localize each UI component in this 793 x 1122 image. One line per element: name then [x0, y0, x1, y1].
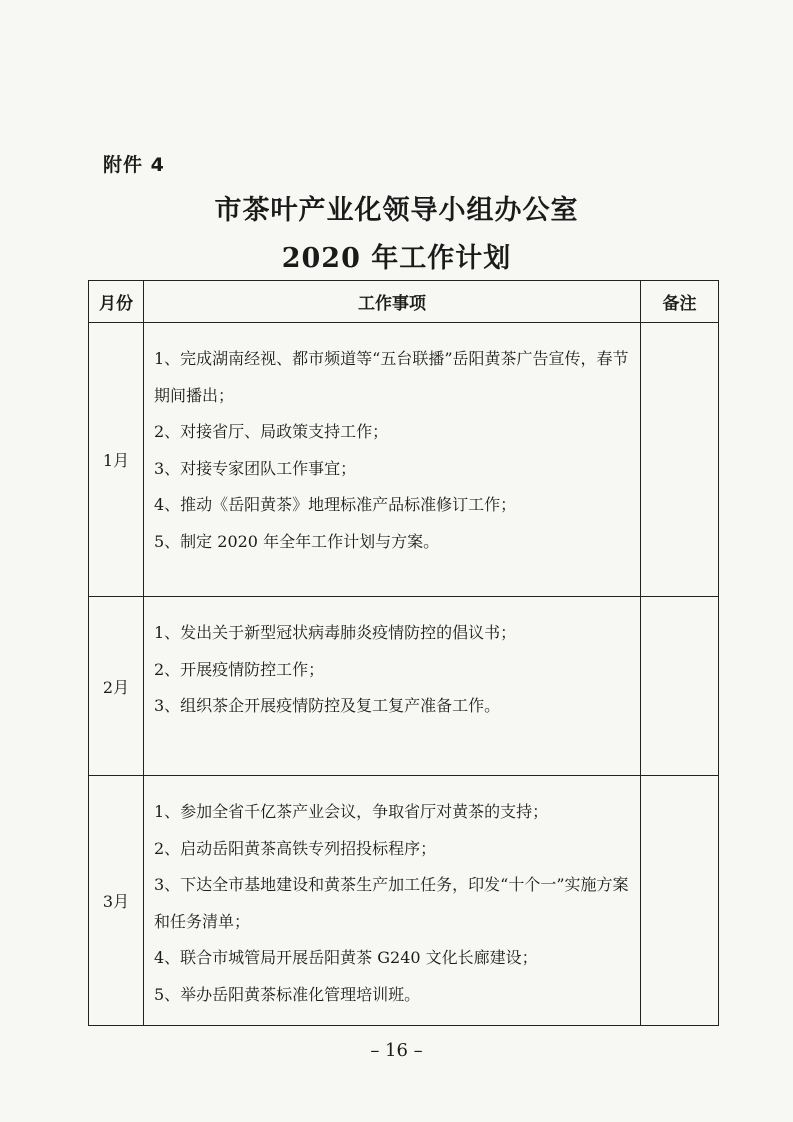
document-title: 市茶叶产业化领导小组办公室 — [214, 195, 579, 226]
table-row — [89, 597, 719, 776]
table-row — [89, 776, 719, 1026]
header-month: 月份 — [89, 281, 144, 323]
month-cell: 3月 — [89, 776, 144, 1026]
document-subtitle: 2020 年工作计划 — [281, 243, 512, 274]
work-item: 2、启动岳阳黄茶高铁专列招投标程序； — [154, 838, 437, 858]
work-item: 3、下达全市基地建设和黄茶生产加工任务，印发“十个一”实施方案和任务清单； — [154, 875, 629, 931]
attachment-label: 附件 4 — [103, 154, 165, 176]
work-item: 3、组织茶企开展疫情防控及复工复产准备工作。 — [154, 696, 501, 715]
note-cell — [641, 323, 719, 597]
header-notes: 备注 — [641, 281, 719, 323]
month-cell: 1月 — [89, 323, 144, 597]
note-cell — [641, 776, 719, 1026]
work-item: 2、对接省厅、局政策支持工作； — [154, 422, 389, 441]
work-item: 1、完成湖南经视、都市频道等“五台联播”岳阳黄茶广告宣传，春节期间播出； — [154, 349, 629, 405]
table-row — [89, 323, 719, 597]
work-item: 5、制定 2020 年全年工作计划与方案。 — [154, 531, 440, 551]
work-items-cell — [144, 323, 641, 597]
work-item: 1、发出关于新型冠状病毒肺炎疫情防控的倡议书； — [154, 623, 517, 642]
work-item: 5、举办岳阳黄茶标准化管理培训班。 — [154, 984, 421, 1004]
header-work-items: 工作事项 — [144, 281, 641, 323]
work-items-cell — [144, 776, 641, 1026]
table-header-row — [89, 281, 719, 323]
work-item: 3、对接专家团队工作事宜； — [154, 458, 357, 478]
work-item: 4、推动《岳阳黄茶》地理标准产品标准修订工作； — [154, 495, 517, 514]
work-items-cell — [144, 597, 641, 776]
work-item: 2、开展疫情防控工作； — [154, 659, 325, 679]
work-item: 4、联合市城管局开展岳阳黄茶 G240 文化长廊建设； — [154, 948, 538, 967]
work-plan-table — [88, 280, 719, 1026]
note-cell — [641, 597, 719, 776]
month-cell: 2月 — [89, 597, 144, 776]
page-number: – 16 – — [370, 1040, 423, 1061]
work-item: 1、参加全省千亿茶产业会议，争取省厅对黄茶的支持； — [154, 802, 549, 821]
